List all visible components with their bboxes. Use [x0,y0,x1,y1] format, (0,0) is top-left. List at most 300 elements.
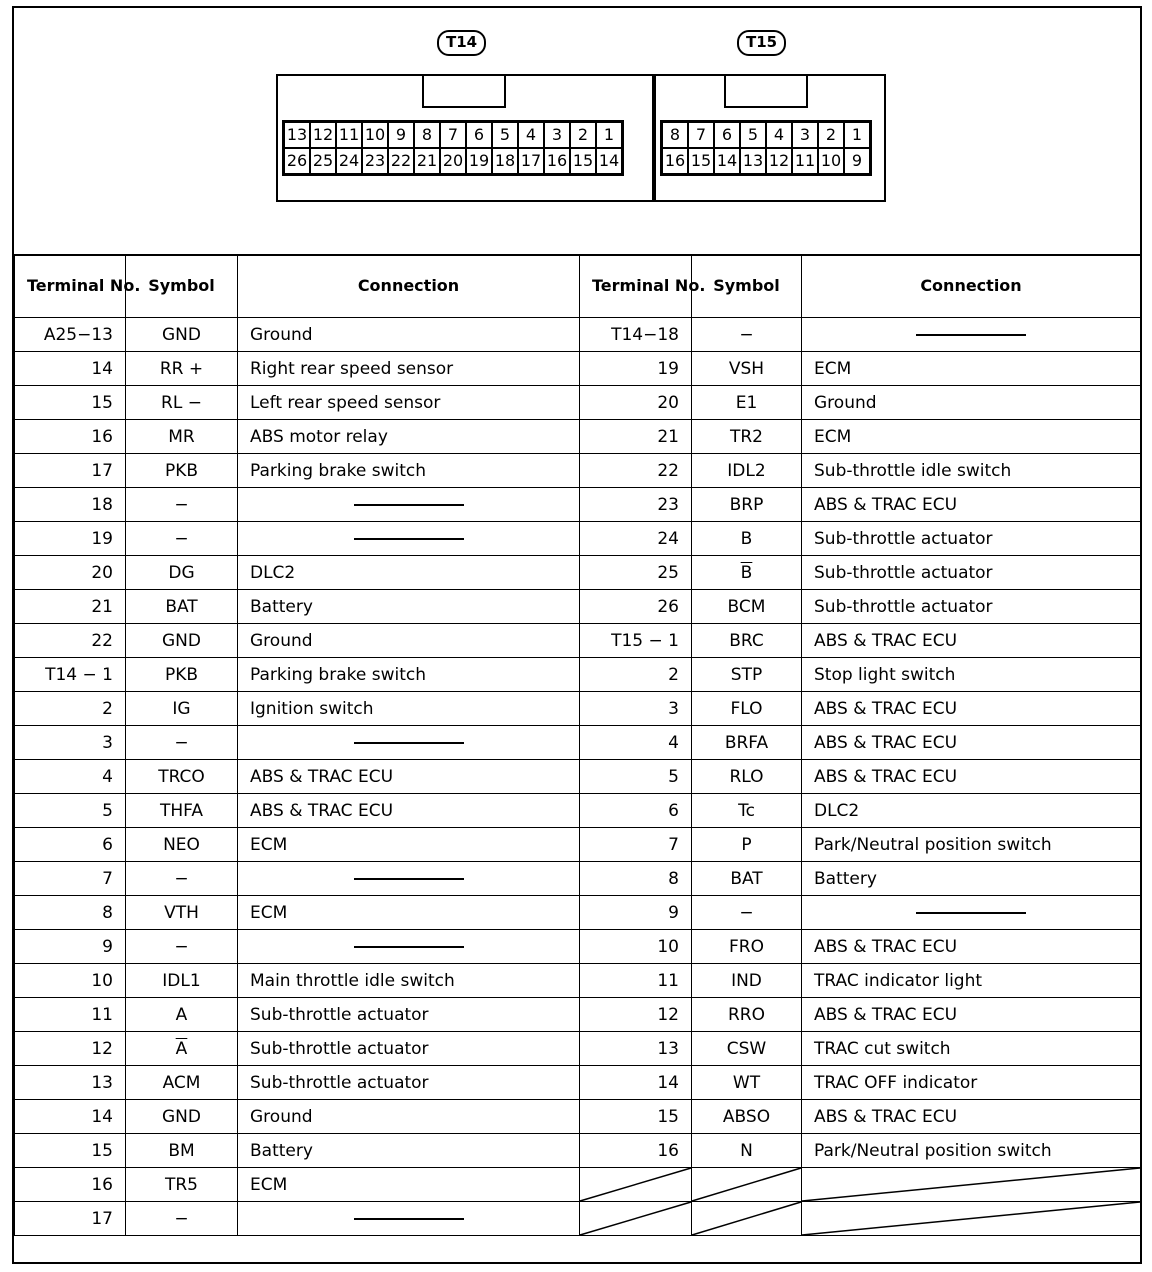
terminal-no-cell [580,624,692,658]
table-row [15,862,1141,896]
table-row [15,522,1141,556]
table-row [15,556,1141,590]
connection-cell-text: ABS & TRAC ECU [814,936,958,957]
symbol-cell [692,352,802,386]
symbol-cell [126,556,238,590]
terminal-no-cell [580,828,692,862]
symbol-cell-text: P [741,834,752,855]
terminal-no-cell-text: 26 [657,596,679,617]
symbol-cell-text: TR5 [164,1174,198,1195]
symbol-cell-text: BCM [727,596,766,617]
t15-pin: 3 [792,122,818,148]
no-connection-dash [354,504,464,506]
terminal-no-cell [15,828,126,862]
terminal-no-cell [580,1066,692,1100]
symbol-cell-text: TRCO [158,766,205,787]
symbol-cell-text: N [740,1140,753,1161]
symbol-cell-text: MR [168,426,195,447]
terminal-no-cell [580,964,692,998]
symbol-cell-text: A [175,1004,188,1025]
blank-cell [802,1202,1141,1236]
t14-pin: 6 [466,122,492,148]
table-row [15,1032,1141,1066]
connection-cell [238,318,580,352]
t14-pin: 9 [388,122,414,148]
header-symbol-left: Symbol [126,255,238,318]
connection-cell [238,420,580,454]
terminal-no-cell [15,1032,126,1066]
t14-pin: 24 [336,148,362,174]
terminal-no-cell-text: 4 [102,766,113,787]
connection-cell [802,692,1141,726]
symbol-cell-text: BRFA [724,732,769,753]
connection-cell-text: Ground [250,630,313,651]
connection-cell-text: ECM [814,426,852,447]
t14-pin: 26 [284,148,310,174]
connection-cell [802,454,1141,488]
symbol-cell [126,726,238,760]
t14-pin: 19 [466,148,492,174]
terminal-no-cell-text: 5 [102,800,113,821]
connection-cell [238,896,580,930]
terminal-no-cell [580,1032,692,1066]
terminal-no-cell [15,386,126,420]
connection-cell-text: DLC2 [814,800,860,821]
connection-cell-text: ABS & TRAC ECU [250,800,394,821]
t14-pin: 10 [362,122,388,148]
no-connection-dash [916,334,1026,336]
terminal-no-cell-text: 13 [91,1072,113,1093]
terminal-no-cell [15,624,126,658]
connection-cell-text: ECM [250,834,288,855]
t15-pin: 10 [818,148,844,174]
symbol-cell [692,658,802,692]
connection-cell-text: ABS & TRAC ECU [250,766,394,787]
terminal-no-cell-text: 8 [102,902,113,923]
table-row [15,590,1141,624]
t15-pin: 15 [688,148,714,174]
table-row [15,964,1141,998]
t14-pin: 11 [336,122,362,148]
terminal-no-cell [15,1202,126,1236]
terminal-no-cell [15,1168,126,1202]
connection-cell-text: Sub-throttle actuator [250,1038,429,1059]
terminal-no-cell [580,658,692,692]
terminal-no-cell-text: 14 [91,1106,113,1127]
connection-cell [238,1066,580,1100]
connection-cell-text: Ground [814,392,877,413]
symbol-cell-text: IG [172,698,191,719]
symbol-cell-text: VSH [728,358,765,379]
t14-pin: 13 [284,122,310,148]
connection-cell [238,862,580,896]
t14-pin: 20 [440,148,466,174]
symbol-cell-text: PKB [164,460,199,481]
table-row [15,760,1141,794]
connection-cell-text: Main throttle idle switch [250,970,455,991]
t15-pin: 7 [688,122,714,148]
header-connection-right: Connection [802,255,1141,318]
symbol-cell-text: VTH [164,902,199,923]
connection-cell [802,318,1141,352]
connection-cell-text: Parking brake switch [250,460,427,481]
symbol-cell [692,998,802,1032]
t14-pin: 16 [544,148,570,174]
terminal-no-cell [15,420,126,454]
t15-connector [652,74,886,202]
terminal-no-cell-text: 20 [657,392,679,413]
terminal-no-cell-text: 23 [657,494,679,515]
blank-cell [580,1202,692,1236]
symbol-cell [692,420,802,454]
connection-cell [238,386,580,420]
table-header-row [15,255,1141,318]
symbol-cell [126,828,238,862]
header-terminal-right: Terminal No. [580,255,692,318]
connection-cell-text: Right rear speed sensor [250,358,454,379]
t14-pin: 25 [310,148,336,174]
symbol-cell [126,420,238,454]
table-row [15,1066,1141,1100]
table-row [15,1202,1141,1236]
symbol-cell [126,760,238,794]
connection-cell [238,658,580,692]
symbol-cell-text: THFA [159,800,203,821]
terminal-no-cell-text: 21 [657,426,679,447]
connection-cell [238,794,580,828]
connection-cell-text: ECM [814,358,852,379]
symbol-cell-text: Tc [738,800,755,821]
terminal-no-cell [15,488,126,522]
connection-cell [238,726,580,760]
terminal-no-cell [15,556,126,590]
symbol-cell [126,1100,238,1134]
symbol-cell [126,964,238,998]
t15-pin: 13 [740,148,766,174]
connection-cell [802,352,1141,386]
terminal-no-cell-text: A25−13 [43,324,113,345]
symbol-cell-text: − [739,902,754,923]
t15-pin: 5 [740,122,766,148]
t14-latch [422,74,506,108]
connection-cell [238,692,580,726]
connection-cell-text: ECM [250,1174,288,1195]
connection-cell [802,1134,1141,1168]
terminal-no-cell-text: 15 [91,1140,113,1161]
terminal-no-cell [15,1134,126,1168]
connection-cell [238,352,580,386]
connection-cell-text: Ignition switch [250,698,374,719]
terminal-no-cell-text: 15 [657,1106,679,1127]
terminal-no-cell-text: 25 [657,562,679,583]
connection-cell-text: ABS & TRAC ECU [814,630,958,651]
symbol-cell-text: GND [162,1106,201,1127]
symbol-cell-text: TR2 [729,426,763,447]
terminal-no-cell [580,352,692,386]
symbol-cell [692,828,802,862]
connection-cell [802,488,1141,522]
symbol-cell [692,590,802,624]
t15-label: T15 [737,30,786,56]
symbol-cell-text: RR + [159,358,204,379]
connection-cell [802,658,1141,692]
terminal-no-cell-text: 19 [657,358,679,379]
connection-cell [802,590,1141,624]
symbol-cell [126,1202,238,1236]
no-connection-dash [354,878,464,880]
terminal-no-cell-text: T14−18 [611,324,679,345]
symbol-cell-text: IDL1 [162,970,201,991]
connection-cell [238,1202,580,1236]
symbol-cell-text: − [739,324,754,345]
connection-cell-text: TRAC indicator light [814,970,983,991]
connection-cell [238,1168,580,1202]
connection-cell [238,590,580,624]
terminal-no-cell-text: T14 − 1 [45,664,113,685]
connection-cell-text: Stop light switch [814,664,956,685]
symbol-cell-text: BRP [729,494,764,515]
terminal-no-cell [15,862,126,896]
table-row [15,1168,1141,1202]
symbol-cell-text: ACM [162,1072,201,1093]
t14-pin: 17 [518,148,544,174]
blank-cell [580,1168,692,1202]
terminal-no-cell-text: 7 [102,868,113,889]
symbol-cell [692,964,802,998]
t14-pin: 7 [440,122,466,148]
t14-connector [276,74,656,202]
terminal-no-cell [580,862,692,896]
terminal-no-cell [15,522,126,556]
terminal-no-cell [580,1100,692,1134]
connection-cell [802,1066,1141,1100]
symbol-cell [126,1066,238,1100]
symbol-cell [126,386,238,420]
connection-cell-text: Park/Neutral position switch [814,834,1052,855]
terminal-no-cell-text: 2 [102,698,113,719]
connection-cell [802,896,1141,930]
connection-cell-text: Battery [250,596,313,617]
t15-pin: 12 [766,148,792,174]
symbol-cell-text: − [174,936,189,957]
terminal-no-cell-text: 9 [668,902,679,923]
t14-label: T14 [437,30,486,56]
terminal-no-cell-text: 24 [657,528,679,549]
terminal-no-cell [580,556,692,590]
terminal-no-cell [580,896,692,930]
t14-pin: 22 [388,148,414,174]
terminal-no-cell [580,488,692,522]
table-row [15,624,1141,658]
terminal-no-cell [15,726,126,760]
symbol-cell [126,522,238,556]
connection-cell [802,794,1141,828]
connection-cell [802,726,1141,760]
connection-cell-text: Sub-throttle actuator [814,596,993,617]
symbol-cell [692,624,802,658]
terminal-no-cell-text: 17 [91,1208,113,1229]
symbol-cell [692,488,802,522]
connection-cell [238,522,580,556]
symbol-cell [126,1134,238,1168]
connection-cell [238,488,580,522]
connection-cell [802,386,1141,420]
terminal-table-frame [12,6,1142,1264]
symbol-cell-text: − [174,868,189,889]
connection-cell [802,998,1141,1032]
t15-pin: 8 [662,122,688,148]
symbol-cell [126,930,238,964]
no-connection-dash [916,912,1026,914]
symbol-cell [692,454,802,488]
symbol-cell [126,692,238,726]
terminal-no-cell [580,930,692,964]
t15-pin: 11 [792,148,818,174]
symbol-cell [692,386,802,420]
symbol-cell-text: CSW [726,1038,767,1059]
connection-cell [238,760,580,794]
t14-pin: 21 [414,148,440,174]
connection-cell [238,556,580,590]
symbol-cell-text: − [174,1208,189,1229]
terminal-no-cell [15,692,126,726]
symbol-cell [126,794,238,828]
connection-cell-text: ECM [250,902,288,923]
terminal-no-cell [15,998,126,1032]
t15-latch [724,74,808,108]
terminal-no-cell [580,590,692,624]
table-row [15,454,1141,488]
symbol-cell-text: RRO [727,1004,765,1025]
symbol-cell [692,1032,802,1066]
t14-pin: 15 [570,148,596,174]
symbol-cell-text: BAT [730,868,763,889]
no-connection-dash [354,1218,464,1220]
terminal-no-cell-text: 11 [91,1004,113,1025]
terminal-no-cell [15,930,126,964]
connection-cell-text: ABS & TRAC ECU [814,732,958,753]
symbol-cell-text: E1 [735,392,758,413]
symbol-cell-text: NEO [163,834,200,855]
symbol-cell-text: IDL2 [727,460,766,481]
symbol-cell [126,454,238,488]
t15-pin: 16 [662,148,688,174]
terminal-no-cell [15,794,126,828]
t15-pin: 9 [844,148,870,174]
connection-cell-text: Parking brake switch [250,664,427,685]
symbol-cell-text: GND [162,324,201,345]
table-row [15,998,1141,1032]
terminal-no-cell-text: 2 [668,664,679,685]
header-terminal-left: Terminal No. [15,255,126,318]
t14-pin: 18 [492,148,518,174]
table-row [15,930,1141,964]
t14-pin: 4 [518,122,544,148]
symbol-cell-text: STP [730,664,763,685]
t14-pin: 5 [492,122,518,148]
symbol-cell-text: − [174,528,189,549]
connection-cell-text: Sub-throttle actuator [250,1004,429,1025]
terminal-no-cell [580,760,692,794]
terminal-no-cell [15,1100,126,1134]
connection-cell [238,828,580,862]
terminal-no-cell [580,522,692,556]
symbol-cell [126,318,238,352]
connection-cell [802,760,1141,794]
connection-cell [802,1032,1141,1066]
terminal-no-cell-text: 16 [91,426,113,447]
symbol-cell [692,1066,802,1100]
symbol-cell-text: IND [731,970,762,991]
symbol-cell [692,318,802,352]
symbol-cell-text: FRO [729,936,764,957]
terminal-no-cell [15,964,126,998]
symbol-cell-text: PKB [164,664,199,685]
terminal-no-cell-text: 8 [668,868,679,889]
table-row [15,386,1141,420]
connection-cell [802,828,1141,862]
symbol-cell [126,352,238,386]
table-row [15,1134,1141,1168]
terminal-no-cell-text: 6 [668,800,679,821]
table-row [15,896,1141,930]
symbol-cell-text: BM [168,1140,195,1161]
terminal-no-cell-text: 10 [91,970,113,991]
t14-pin: 23 [362,148,388,174]
connection-cell [802,862,1141,896]
table-row [15,658,1141,692]
terminal-no-cell [15,658,126,692]
no-connection-dash [354,742,464,744]
connection-cell [802,930,1141,964]
terminal-no-cell-text: 12 [657,1004,679,1025]
terminal-no-cell [580,386,692,420]
connector-diagram [14,8,1140,256]
blank-cell [692,1202,802,1236]
connection-cell [238,964,580,998]
terminal-no-cell [580,998,692,1032]
symbol-cell-text: BAT [165,596,198,617]
terminal-no-cell-text: 18 [91,494,113,515]
connection-cell-text: Left rear speed sensor [250,392,441,413]
terminal-no-cell-text: 20 [91,562,113,583]
connection-cell-text: Sub-throttle actuator [814,528,993,549]
terminal-table [14,254,1141,1236]
t15-pin: 1 [844,122,870,148]
blank-cell [802,1168,1141,1202]
connection-cell [802,1100,1141,1134]
connection-cell [238,624,580,658]
terminal-no-cell [580,1134,692,1168]
symbol-cell [692,1134,802,1168]
terminal-no-cell [580,726,692,760]
connection-cell-text: Ground [250,324,313,345]
connection-cell-text: Battery [250,1140,313,1161]
connection-cell-text: Ground [250,1106,313,1127]
terminal-no-cell-text: 9 [102,936,113,957]
terminal-no-cell-text: 6 [102,834,113,855]
t14-pin: 3 [544,122,570,148]
symbol-cell-text: BRC [729,630,764,651]
terminal-no-cell-text: 19 [91,528,113,549]
symbol-cell [692,896,802,930]
connection-cell-text: DLC2 [250,562,296,583]
table-row [15,488,1141,522]
symbol-cell-text: WT [732,1072,761,1093]
connection-cell-text: TRAC OFF indicator [814,1072,978,1093]
t15-pin: 4 [766,122,792,148]
t15-pin: 6 [714,122,740,148]
